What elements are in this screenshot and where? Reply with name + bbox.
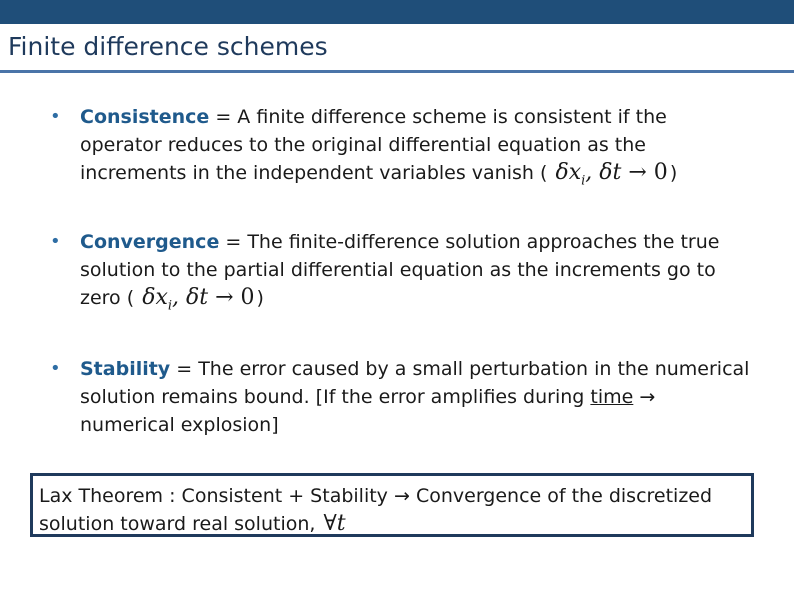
stability-text-1: = The error caused by a small perturbation in the numerical solution remains bound. [If the error amplifies during [80, 358, 750, 408]
title-divider [0, 70, 794, 73]
convergence-text: = The finite-difference solution approaches the true solution to the partial differential equation as the increments go to zero ( [80, 231, 720, 309]
lax-math: ∀t [323, 511, 346, 536]
arrow-right-icon: → [393, 485, 410, 507]
term-convergence: Convergence [80, 231, 220, 253]
term-stability: Stability [80, 358, 171, 380]
bullet-dot-icon: • [50, 106, 61, 127]
convergence-math: $\delta x_i$, δt → 0 [142, 285, 255, 314]
term-consistence: Consistence [80, 106, 210, 128]
lax-text-1: Lax Theorem : Consistent + Stability [39, 485, 394, 507]
consistence-close: ) [669, 162, 678, 184]
consistence-text: = A finite difference scheme is consistent if the operator reduces to the original differential equation as the increments in the independent variables vanish ( [80, 106, 667, 184]
bullet-convergence [50, 228, 750, 320]
bullet-stability [50, 355, 750, 439]
lax-text-2: Convergence of the discretized solution toward real solution, [39, 485, 713, 535]
arrow-right-icon: → [639, 386, 656, 408]
stability-text-2: numerical explosion] [80, 414, 279, 436]
stability-time: time [590, 386, 634, 408]
lax-theorem-box [30, 473, 754, 537]
convergence-close: ) [256, 287, 264, 309]
bullet-dot-icon: • [50, 231, 61, 252]
bullet-consistence [50, 103, 750, 195]
slide-title: Finite difference schemes [8, 32, 328, 61]
consistence-math: $\delta x_i$, δt → 0 [555, 160, 668, 189]
top-header-bar [0, 0, 794, 24]
bullet-dot-icon: • [50, 358, 61, 379]
